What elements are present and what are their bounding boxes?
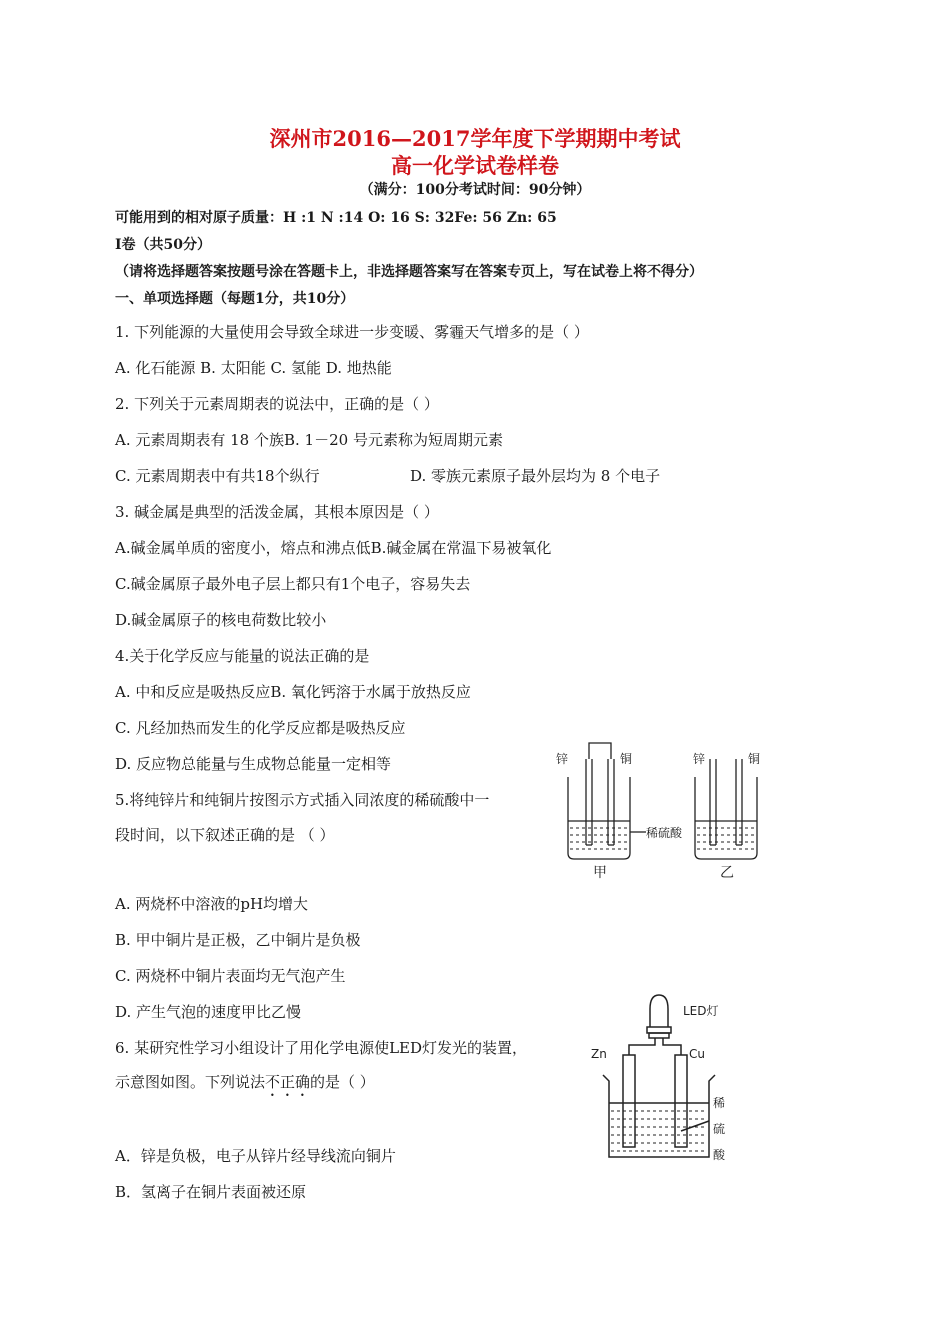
- exam-meta: （满分：100分考试时间：90分钟）: [359, 182, 591, 198]
- exam-title: 深州市2016—2017学年度下学期期中考试: [269, 126, 681, 151]
- q5-option-c: C. 两烧杯中铜片表面均无气泡产生: [115, 967, 346, 985]
- q1-stem: 1. 下列能源的大量使用会导致全球进一步变暖、雾霾天气增多的是（ ）: [115, 323, 589, 341]
- q3-option-c: C.碱金属原子最外电子层上都只有1个电子，容易失去: [115, 575, 471, 593]
- q5-copper-label-a: 铜: [620, 752, 633, 766]
- q5-stem-line2: 段时间，以下叙述正确的是 （ ）: [115, 826, 335, 844]
- q1-options: A. 化石能源 B. 太阳能 C. 氢能 D. 地热能: [115, 359, 392, 377]
- q5-acid-label: 稀硫酸: [646, 826, 683, 840]
- q5-option-b: B. 甲中铜片是正极，乙中铜片是负极: [115, 931, 361, 949]
- q5-option-d: D. 产生气泡的速度甲比乙慢: [115, 1003, 302, 1021]
- q5-stem-line1: 5.将纯锌片和纯铜片按图示方式插入同浓度的稀硫酸中一: [115, 791, 490, 809]
- q5-zinc-label-b: 锌: [693, 752, 706, 766]
- instructions: （请将选择题答案按题号涂在答题卡上，非选择题答案写在答案专页上，写在试卷上将不得分）: [115, 264, 703, 280]
- q6-cu-label: Cu: [689, 1047, 705, 1061]
- q5-zinc-label-a: 锌: [556, 752, 569, 766]
- q2-stem: 2. 下列关于元素周期表的说法中，正确的是（ ）: [115, 395, 439, 413]
- section-heading: 一、单项选择题（每题1分，共10分）: [115, 291, 355, 307]
- q6-emphasis: 不正确: [265, 1073, 311, 1091]
- q6-led-label: LED灯: [683, 1004, 719, 1018]
- q6-acid-label-1: 稀: [713, 1096, 726, 1110]
- q3-option-d: D.碱金属原子的核电荷数比较小: [115, 611, 327, 629]
- q4-options-ab: A. 中和反应是吸热反应B. 氧化钙溶于水属于放热反应: [115, 683, 471, 701]
- q5-beaker-b-label: 乙: [720, 865, 734, 881]
- q6-acid-label-3: 酸: [713, 1148, 726, 1162]
- volume-heading: I卷（共50分）: [115, 237, 212, 253]
- q6-option-a: A．锌是负极，电子从锌片经导线流向铜片: [115, 1147, 396, 1165]
- q4-option-d: D. 反应物总能量与生成物总能量一定相等: [115, 755, 392, 773]
- q6-zn-label: Zn: [591, 1047, 607, 1061]
- q5-copper-label-b: 铜: [748, 752, 761, 766]
- q2-options-ab: A. 元素周期表有 18 个族B. 1－20 号元素称为短周期元素: [115, 431, 503, 449]
- q4-option-c: C. 凡经加热而发生的化学反应都是吸热反应: [115, 719, 406, 737]
- q6-option-b: B．氢离子在铜片表面被还原: [115, 1183, 307, 1201]
- q2-option-c: C. 元素周期表中有共18个纵行: [115, 467, 320, 485]
- q3-stem: 3. 碱金属是典型的活泼金属，其根本原因是（ ）: [115, 503, 439, 521]
- q6-acid-label-2: 硫: [713, 1122, 726, 1136]
- q4-stem: 4.关于化学反应与能量的说法正确的是: [115, 647, 370, 665]
- q5-beaker-a-label: 甲: [593, 865, 607, 881]
- q3-options-ab: A.碱金属单质的密度小，熔点和沸点低B.碱金属在常温下易被氧化: [115, 539, 552, 557]
- exam-subtitle: 高一化学试卷样卷: [391, 153, 559, 178]
- q6-stem-line2: 示意图如图。下列说法不正确的是（ ）: [115, 1073, 375, 1091]
- q6-led-cell-diagram: [585, 985, 765, 1170]
- q6-stem-line1: 6. 某研究性学习小组设计了用化学电源使LED灯发光的装置，: [115, 1039, 528, 1057]
- q2-option-d: D. 零族元素原子最外层均为 8 个电子: [410, 467, 661, 485]
- q5-beaker-diagram: [550, 735, 780, 885]
- atomic-masses: 可能用到的相对原子质量：H :1 N :14 O: 16 S: 32Fe: 56 Zn: 65: [115, 210, 557, 226]
- q5-option-a: A. 两烧杯中溶液的pH均增大: [115, 895, 309, 913]
